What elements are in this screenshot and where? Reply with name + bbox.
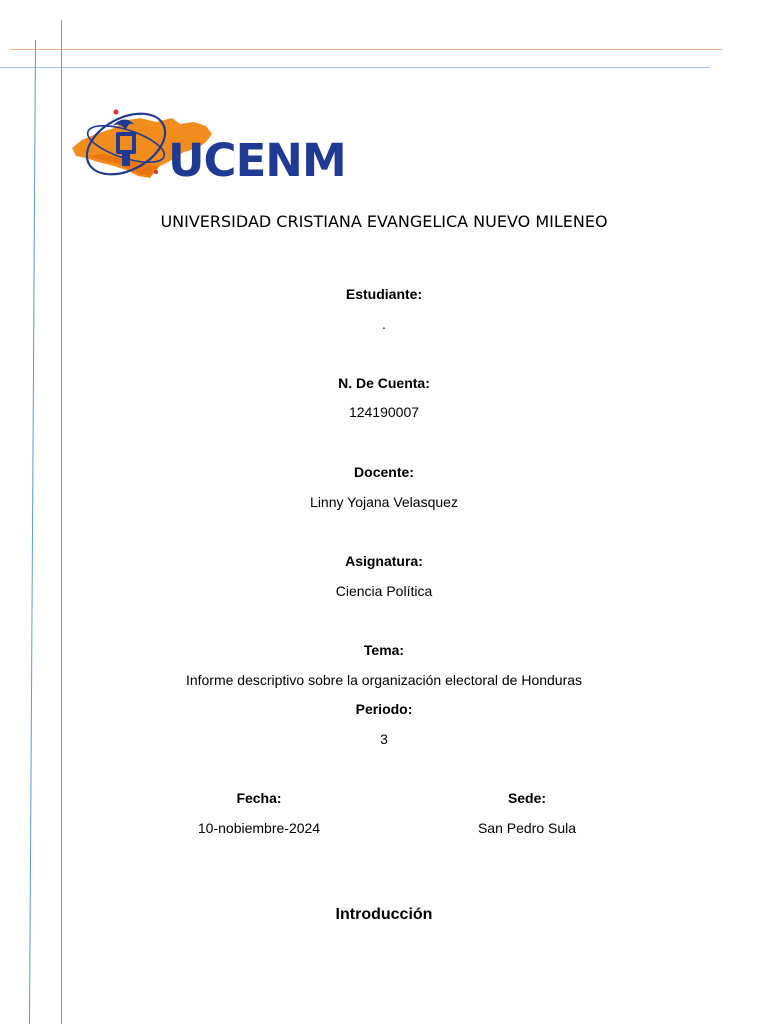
account-value: 124190007: [348, 404, 420, 420]
student-value: .: [382, 316, 386, 332]
margin-rule-blue: [29, 40, 36, 1024]
logo-wordmark: UCENM: [168, 134, 346, 187]
student-label: Estudiante:: [345, 286, 423, 302]
campus-label: Sede:: [507, 790, 547, 806]
campus-value: San Pedro Sula: [477, 820, 577, 836]
date-value: 10-nobiembre-2024: [197, 820, 321, 836]
margin-rule-orange: [61, 20, 62, 1024]
subject-value: Ciencia Política: [335, 583, 433, 599]
account-label: N. De Cuenta:: [338, 375, 430, 391]
date-label: Fecha:: [236, 790, 282, 806]
subject-label: Asignatura:: [345, 553, 423, 569]
period-value: 3: [380, 731, 388, 747]
section-heading-introduction: Introducción: [335, 906, 433, 923]
topic-value: Informe descriptivo sobre la organización electoral de Honduras: [185, 672, 583, 688]
topic-label: Tema:: [363, 642, 405, 658]
period-label: Periodo:: [355, 701, 413, 717]
university-name: UNIVERSIDAD CRISTIANA EVANGELICA NUEVO MILENEO: [160, 212, 608, 231]
teacher-value: Linny Yojana Velasquez: [310, 494, 458, 510]
teacher-label: Docente:: [354, 464, 414, 480]
header-rule-orange: [10, 49, 722, 50]
header-rule-blue: [0, 67, 710, 68]
